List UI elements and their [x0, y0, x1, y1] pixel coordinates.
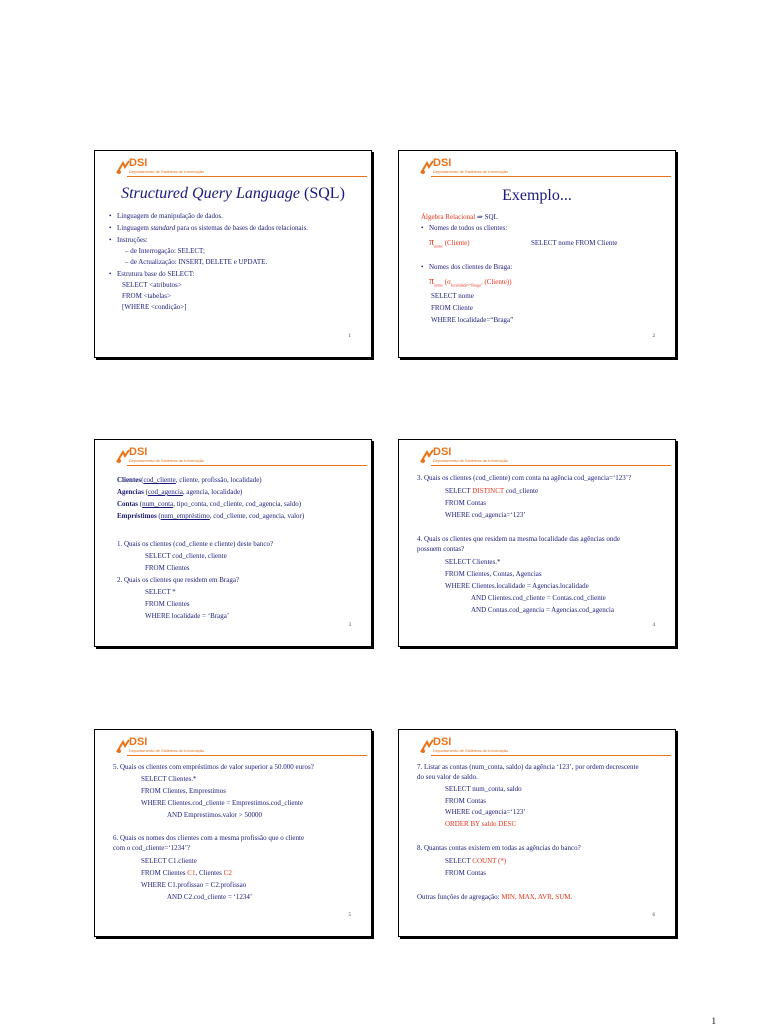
- text-sub: localidade=“Braga”: [450, 282, 483, 288]
- sql-line: SELECT C1.cliente: [141, 857, 197, 865]
- question: 7. Listar as contas (num_conta, saldo) da agência ‘123’, por ordem decrescente: [417, 763, 639, 771]
- text-span: C1: [187, 869, 196, 877]
- logo-subtitle: Departamento de Sistemas de Informação: [433, 169, 509, 174]
- sql-line: AND Emprestimos.valor > 50000: [167, 811, 262, 819]
- sql-line: FROM Clientes, Contas, Agencias: [445, 570, 542, 578]
- algebra-expr: [429, 278, 512, 289]
- text-bold: Agencias: [117, 488, 144, 496]
- dsi-logo: [419, 446, 676, 470]
- sub-bullet: – de Actualização: INSERT, DELETE e UPDATE.: [125, 258, 268, 266]
- question: 8. Quantas contas existem em todas as agências do banco?: [417, 844, 581, 852]
- logo-text: DSI: [433, 157, 452, 169]
- relation-clientes: Clientes(cod_cliente, cliente, profissão, localidade): [117, 476, 262, 484]
- title-rest: (SQL): [300, 185, 345, 202]
- sql-line: SELECT cod_cliente, cliente: [145, 552, 227, 560]
- sql-line: WHERE Clientes.cod_cliente = Emprestimos.cod_cliente: [141, 799, 303, 807]
- header-rule: [431, 755, 671, 756]
- sql-line: SELECT Clientes.*: [445, 558, 501, 566]
- text-italic: standard: [150, 224, 176, 232]
- sql-line: ORDER BY saldo DESC: [445, 820, 517, 828]
- question: possuem contas?: [417, 545, 465, 553]
- bullet-text: • Instruções:: [117, 236, 148, 244]
- sub-bullet: – de Interrogação: SELECT;: [125, 247, 205, 255]
- bullet-text: [117, 224, 308, 232]
- bullet-text: • Estrutura base do SELECT:: [117, 270, 195, 278]
- pi-symbol: π: [429, 237, 435, 248]
- aggregation-note: [417, 893, 572, 901]
- question: 3. Quais os clientes (cod_cliente) com conta na agência cod_agencia=‘123’?: [417, 474, 632, 482]
- sql-line: FROM Clientes: [145, 564, 190, 572]
- logo-text: DSI: [129, 157, 148, 169]
- algebra-line: [421, 213, 498, 221]
- text-span: Outras funções de agregação:: [417, 893, 502, 901]
- slide-2: [398, 150, 676, 358]
- code-line: SELECT <atributos>: [122, 281, 182, 289]
- sql-line: WHERE cod_agencia=‘123’: [445, 808, 526, 816]
- slide-6: [398, 729, 676, 937]
- question: 1. Quais os clientes (cod_cliente e cliente) deste banco?: [117, 540, 274, 548]
- question: 2. Quais os clientes que residem em Braga?: [117, 576, 240, 584]
- dsi-logo: [115, 736, 372, 760]
- logo-subtitle: Departamento de Sistemas de Informação: [433, 748, 509, 753]
- text-span: para os sistemas de bases de dados relacionais.: [175, 224, 309, 232]
- text-span: , cliente, profissão, localidade): [175, 476, 262, 484]
- sql-line: SELECT Clientes.*: [141, 775, 197, 783]
- slide-number: 3: [348, 623, 351, 628]
- sql-line: FROM Contas: [445, 499, 487, 507]
- relation-emprestimos: Empréstimos (num_empréstimo, cod_cliente, cod_agencia, valor): [117, 512, 305, 520]
- dsi-logo: [419, 157, 676, 181]
- header-rule: [431, 465, 671, 466]
- header-rule: [127, 465, 367, 466]
- sql-line: WHERE localidade = ‘Braga’: [145, 612, 230, 620]
- code-line: [WHERE <condição>]: [122, 303, 187, 311]
- title-italic: Structured Query Language: [121, 185, 301, 202]
- slide-4: [398, 439, 676, 647]
- logo-subtitle: Departamento de Sistemas de Informação: [433, 458, 509, 463]
- sql-line: SELECT num_conta, saldo: [445, 785, 522, 793]
- sql-line: [445, 487, 538, 495]
- logo-text: DSI: [129, 446, 148, 458]
- text-span: SELECT: [445, 487, 473, 495]
- text-span: COUNT (*): [472, 857, 507, 865]
- slide-3: [94, 439, 372, 647]
- text-bold: Empréstimos: [117, 512, 157, 520]
- code-line: FROM <tabelas>: [122, 292, 171, 300]
- sql-line: SELECT nome: [431, 292, 474, 300]
- logo-text: DSI: [129, 736, 148, 748]
- pi-symbol: π: [429, 276, 435, 287]
- sql-line: WHERE localidade=“Braga”: [431, 316, 514, 324]
- text-span: , Clientes: [195, 869, 224, 877]
- text-sub: nome: [434, 282, 443, 288]
- sql-line: FROM Contas: [445, 797, 487, 805]
- text-bold: Contas: [117, 500, 139, 508]
- sql-line: WHERE Clientes.localidade = Agencias.localidade: [445, 582, 589, 590]
- sql-line: [445, 857, 506, 865]
- relation-contas: Contas (num_conta, tipo_conta, cod_cliente, cod_agencia, saldo): [117, 500, 302, 508]
- text-sub: nome: [434, 243, 443, 249]
- text-span: MIN, MAX, AVR, SUM.: [501, 893, 573, 901]
- logo-subtitle: Departamento de Sistemas de Informação: [129, 458, 205, 463]
- text-span: Álgebra Relacional: [421, 213, 476, 221]
- text-span: , agencia, localidade): [182, 488, 243, 496]
- dsi-logo: [115, 446, 372, 470]
- text-span: Linguagem: [117, 224, 151, 232]
- text-span: (Cliente): [442, 239, 470, 247]
- bullet-text: • Nomes de todos os clientes:: [429, 224, 507, 232]
- text-span: DISTINCT: [472, 487, 505, 495]
- logo-text: DSI: [433, 446, 452, 458]
- sql-line: WHERE cod_agencia=‘123’: [445, 511, 526, 519]
- sql-line: FROM Clientes, Emprestimos: [141, 787, 226, 795]
- text-span: ⇒ SQL: [475, 213, 498, 221]
- algebra-expr: [429, 239, 470, 250]
- slide-number: 2: [652, 334, 655, 339]
- relation-agencias: Agencias (cod_agencia, agencia, localidade): [117, 488, 243, 496]
- sql-line: AND Clientes.cod_cliente = Contas.cod_cliente: [471, 594, 606, 602]
- text-span: (Cliente)): [482, 278, 512, 286]
- text-underline: num_conta: [142, 500, 174, 508]
- text-underline: cod_agencia: [147, 488, 183, 496]
- text-span: cod_cliente: [504, 487, 539, 495]
- question: 4. Quais os clientes que residem na mesma localidade das agências onde: [417, 535, 620, 543]
- sql-line: AND C2.cod_cliente = ‘1234’: [167, 893, 253, 901]
- question: 5. Quais os clientes com empréstimos de valor superior a 50.000 euros?: [113, 763, 314, 771]
- logo-subtitle: Departamento de Sistemas de Informação: [129, 169, 205, 174]
- slide-title: [95, 185, 371, 203]
- text-span: , tipo_conta, cod_cliente, cod_agencia, saldo): [173, 500, 302, 508]
- sql-line: FROM Clientes: [145, 600, 190, 608]
- logo-subtitle: Departamento de Sistemas de Informação: [129, 748, 205, 753]
- question: do seu valor de saldo.: [417, 773, 478, 781]
- slide-5: [94, 729, 372, 937]
- text-span: C2: [223, 869, 232, 877]
- sql-line: SELECT nome FROM Cliente: [531, 239, 618, 247]
- slide-number: 4: [652, 623, 655, 628]
- bullet-text: • Linguagem de manipulação de dados.: [117, 212, 223, 220]
- sql-line: [141, 869, 232, 877]
- text-underline: num_empréstimo: [160, 512, 210, 520]
- logo-text: DSI: [433, 736, 452, 748]
- text-underline: cod_cliente: [143, 476, 176, 484]
- sql-line: AND Contas.cod_agencia = Agencias.cod_agencia: [471, 606, 614, 614]
- sql-line: FROM Contas: [445, 869, 487, 877]
- slide-number: 5: [348, 913, 351, 918]
- text-span: , cod_cliente, cod_agencia, valor): [209, 512, 305, 520]
- sql-line: SELECT *: [145, 588, 176, 596]
- dsi-logo: [115, 157, 372, 181]
- question: com o cod_cliente=‘1234’?: [113, 844, 191, 852]
- sql-line: WHERE C1.profissao = C2.profissao: [141, 881, 247, 889]
- text-span: FROM Clientes: [141, 869, 188, 877]
- text-bold: Clientes: [117, 476, 142, 484]
- page-number: 1: [711, 1016, 716, 1026]
- slide-number: 6: [652, 913, 655, 918]
- question: 6. Quais os nomes dos clientes com a mesma profissão que o cliente: [113, 834, 305, 842]
- dsi-logo: [419, 736, 676, 760]
- slide-1: [94, 150, 372, 358]
- sql-line: FROM Cliente: [431, 304, 473, 312]
- slide-title: Exemplo...: [502, 187, 572, 204]
- slide-number: 1: [348, 334, 351, 339]
- header-rule: [431, 176, 671, 177]
- text-span: (σ: [442, 278, 451, 286]
- header-rule: [127, 755, 367, 756]
- text-span: SELECT: [445, 857, 473, 865]
- bullet-text: • Nomes dos clientes de Braga:: [429, 263, 512, 271]
- header-rule: [127, 176, 367, 177]
